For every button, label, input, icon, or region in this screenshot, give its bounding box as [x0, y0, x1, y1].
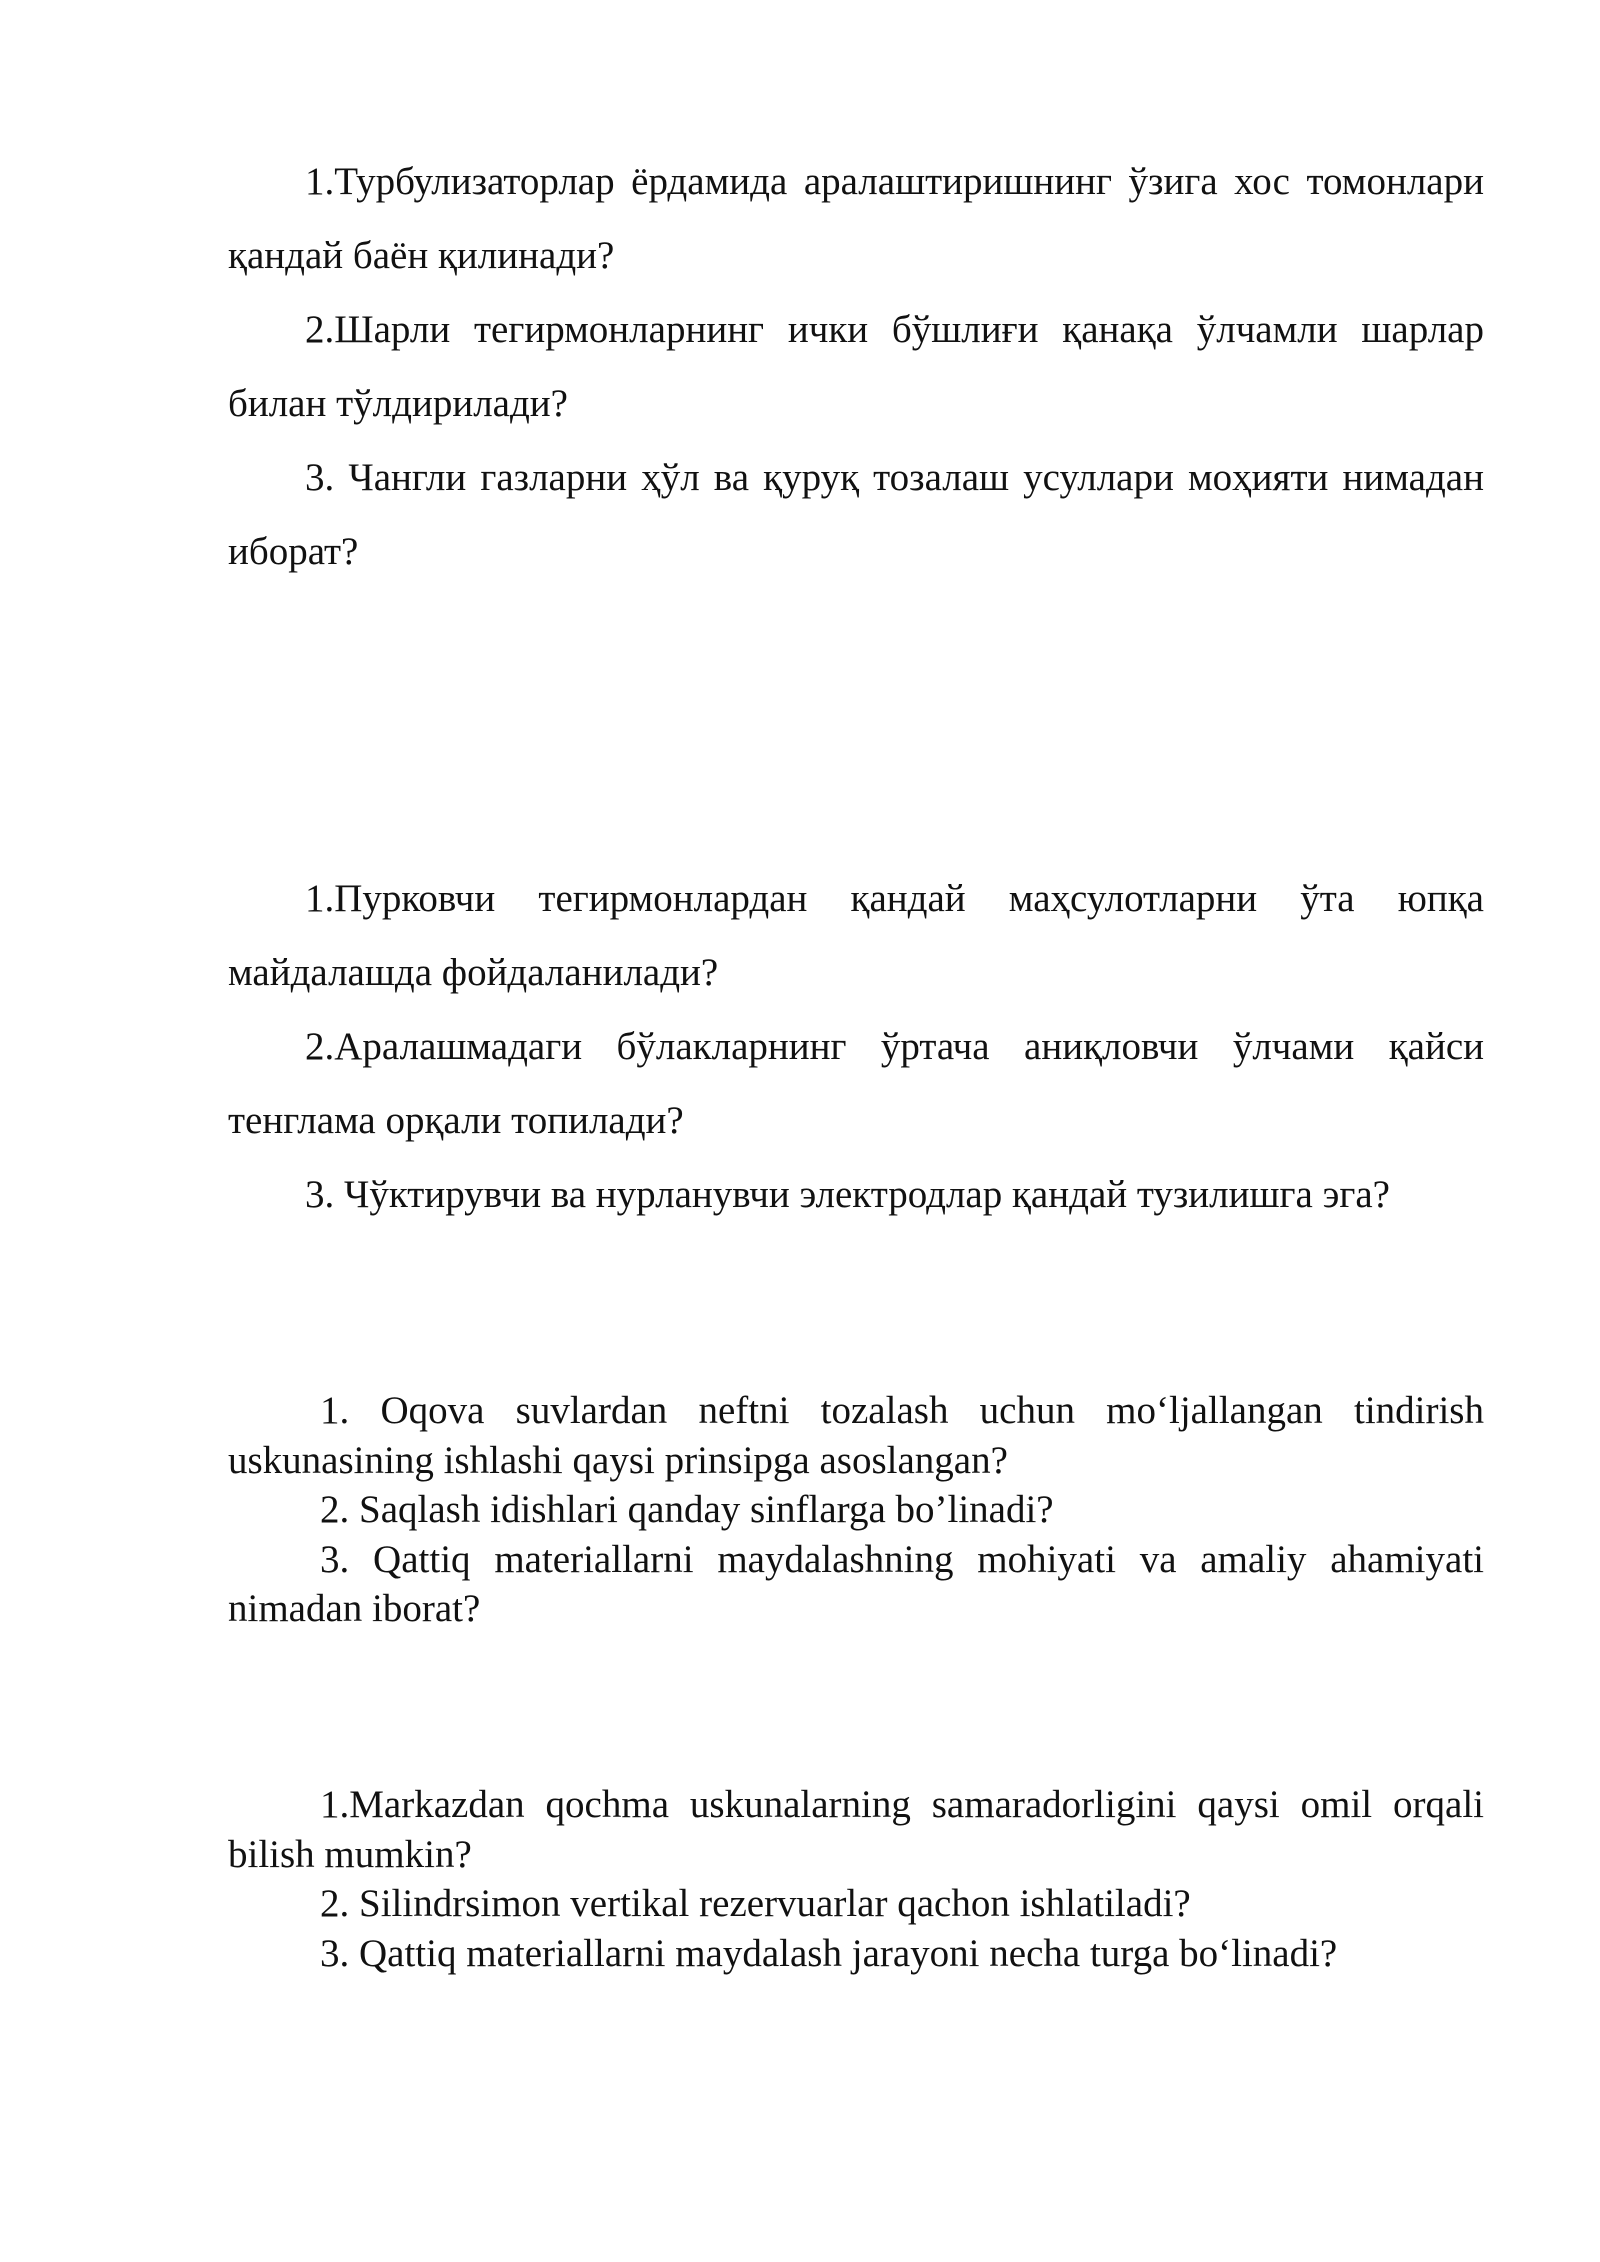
question-4-2: 2. Silindrsimon vertikal rezervuarlar qachon ishlatiladi?	[320, 1882, 1191, 1925]
question-1-1: 1.Турбулизаторлар ёрдамида аралаштиришнинг ўзига хос томонлари қандай баён қилинади?	[228, 160, 1484, 277]
question-block-4	[228, 1780, 1484, 1978]
question-2-2: 2.Аралашмадаги бўлакларнинг ўртача аниқловчи ўлчами қайси тенглама орқали топилади?	[228, 1025, 1484, 1142]
question-2-1: 1.Пурковчи тегирмонлардан қандай маҳсулотларни ўта юпқа майдалашда фойдаланилади?	[228, 877, 1484, 994]
question-3-1: 1. Oqova suvlardan neftni tozalash uchun mo‘ljallangan tindirish uskunasining ishlashi qaysi prinsipga asoslangan?	[228, 1389, 1484, 1482]
question-1-3: 3. Чангли газларни ҳўл ва қуруқ тозалаш усуллари моҳияти нимадан иборат?	[228, 456, 1484, 573]
question-4-3: 3. Qattiq materiallarni maydalash jarayoni necha turga bo‘linadi?	[320, 1931, 1338, 1975]
question-3-2: 2. Saqlash idishlari qanday sinflarga bo’linadi?	[320, 1488, 1054, 1531]
question-2-3: 3. Чўктирувчи ва нурланувчи электродлар қандай тузилишга эга?	[305, 1173, 1390, 1216]
question-4-1: 1.Markazdan qochma uskunalarning samaradorligini qaysi omil orqali bilish mumkin?	[228, 1783, 1484, 1876]
question-block-2	[228, 862, 1484, 1232]
question-block-1	[228, 145, 1484, 589]
question-1-2: 2.Шарли тегирмонларнинг ички бўшлиғи қанақа ўлчамли шарлар билан тўлдирилади?	[228, 308, 1484, 425]
question-3-3: 3. Qattiq materiallarni maydalashning mohiyati va amaliy ahamiyati nimadan iborat?	[228, 1537, 1484, 1630]
question-block-3	[228, 1386, 1484, 1634]
